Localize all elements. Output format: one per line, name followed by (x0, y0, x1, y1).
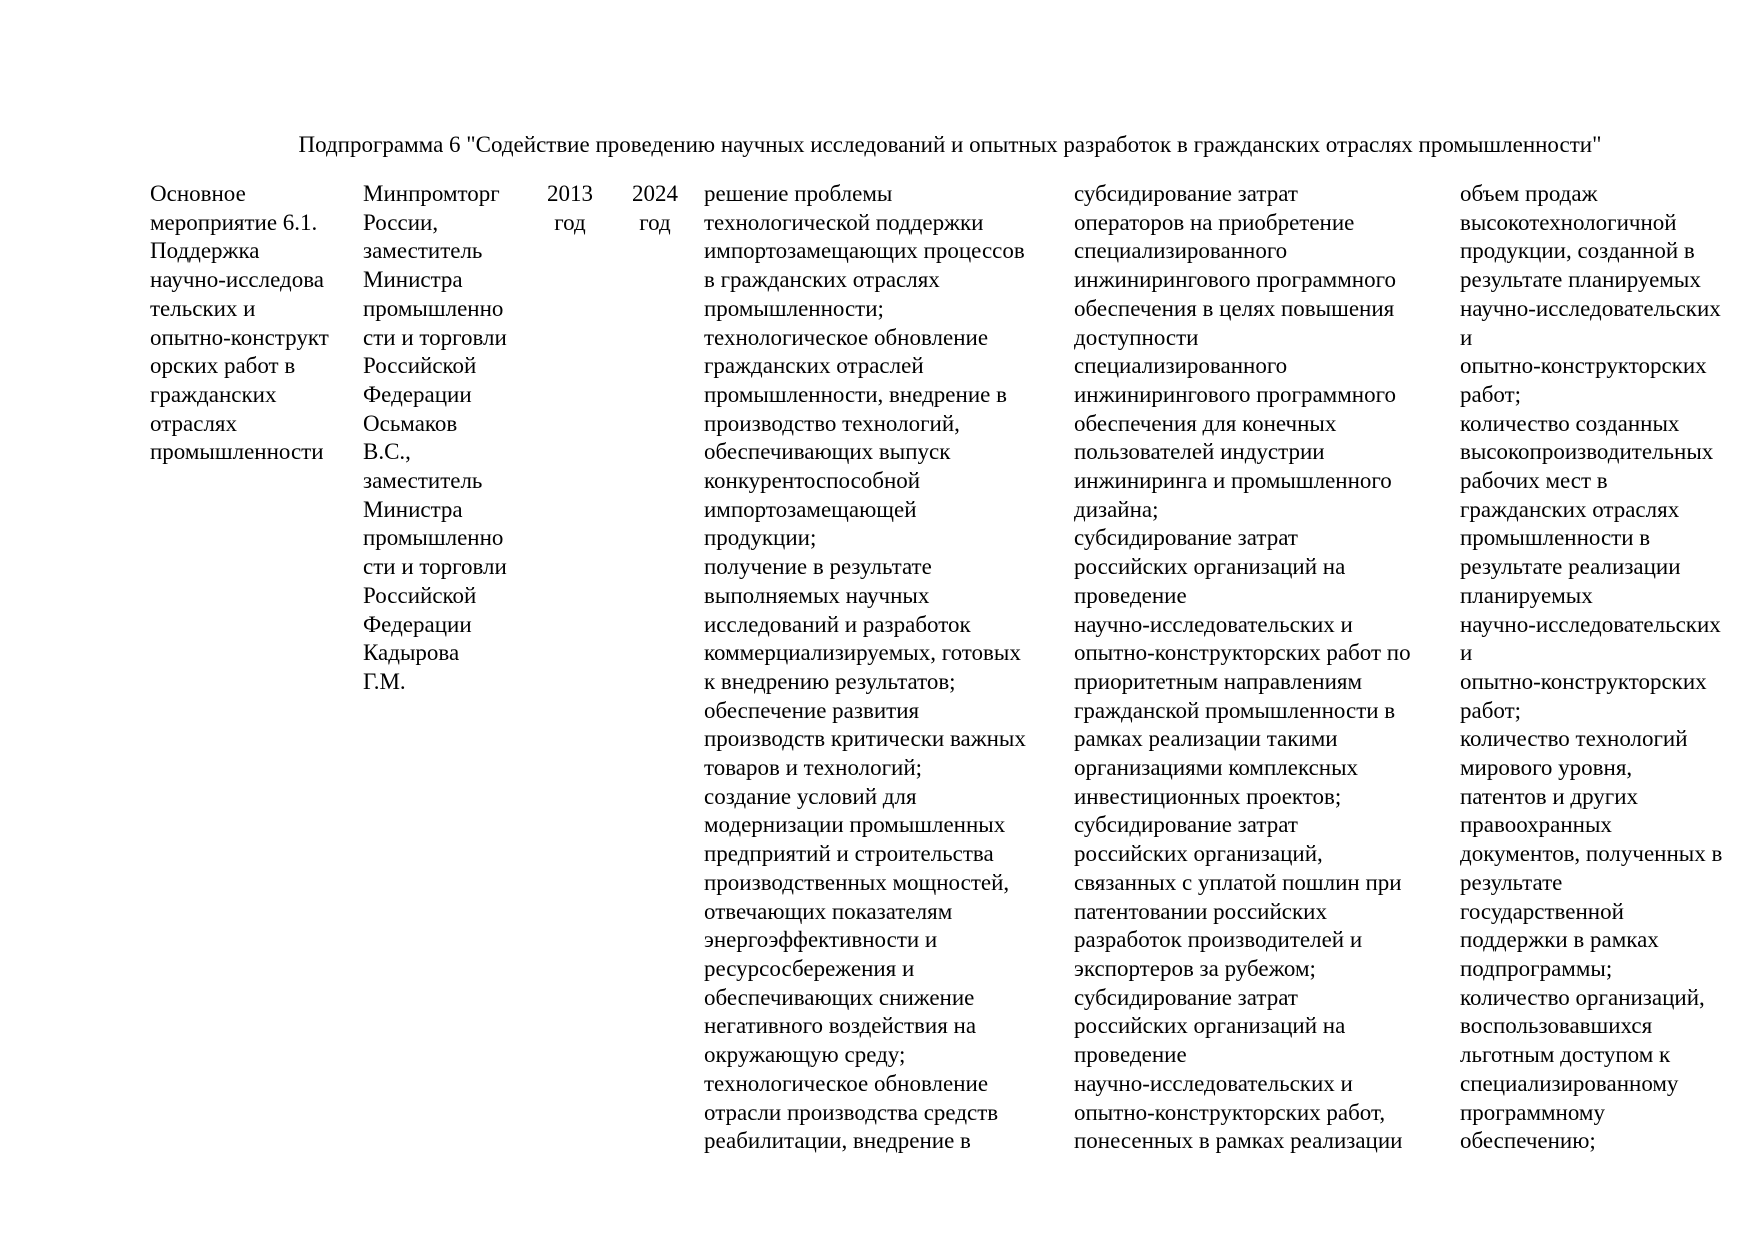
text-line: инвестиционных проектов; (1074, 783, 1342, 809)
text-line: результате реализации (1460, 554, 1681, 580)
text-line: технологическое обновление (704, 1070, 989, 1096)
measure-cell (150, 180, 350, 467)
text-line: патентов и других (1460, 783, 1639, 809)
text-line: гражданской промышленности в (1074, 697, 1396, 723)
text-line: научно-исследовательских и (1074, 1070, 1353, 1096)
text-line: субсидирование затрат (1074, 525, 1298, 551)
text-line: количество организаций, (1460, 984, 1705, 1010)
text-line: планируемых (1460, 582, 1593, 608)
text-line: производств критически важных (704, 726, 1026, 752)
text-line: заместитель (363, 238, 483, 264)
text-line: Кадырова (363, 640, 460, 666)
text-line: модернизации промышленных (704, 812, 1006, 838)
text-line: документов, полученных в (1460, 841, 1723, 867)
text-line: опытно-конструкт (150, 324, 329, 350)
text-line: продукции, созданной в (1460, 238, 1695, 264)
text-line: специализированного (1074, 353, 1288, 379)
text-line: результате (1460, 869, 1563, 895)
text-line: Министра (363, 496, 463, 522)
text-line: создание условий для (704, 783, 917, 809)
text-line: промышленности; (704, 295, 884, 321)
text-line: России, (363, 209, 439, 235)
text-line: связанных с уплатой пошлин при (1074, 869, 1402, 895)
text-line: поддержки в рамках (1460, 927, 1659, 953)
text-line: субсидирование затрат (1074, 812, 1298, 838)
text-line: опытно-конструкторских (1460, 668, 1707, 694)
text-line: В.С., (363, 439, 411, 465)
text-line: проведение (1074, 1042, 1187, 1068)
text-line: операторов на приобретение (1074, 209, 1355, 235)
text-line: и (1460, 324, 1473, 350)
text-line: воспользовавшихся (1460, 1013, 1653, 1039)
text-line: энергоэффективности и (704, 927, 938, 953)
text-line: патентовании российских (1074, 898, 1327, 924)
text-line: в гражданских отраслях (704, 267, 940, 293)
text-line: понесенных в рамках реализации (1074, 1128, 1403, 1154)
text-line: год (554, 209, 586, 235)
text-line: Федерации (363, 381, 472, 407)
text-line: количество технологий (1460, 726, 1688, 752)
text-line: Минпромторг (363, 181, 500, 206)
text-line: научно-исследовательских (1460, 295, 1721, 321)
text-line: обеспечивающих выпуск (704, 439, 951, 465)
text-line: мероприятие 6.1. (150, 209, 318, 235)
text-line: обеспечение развития (704, 697, 920, 723)
executor-cell (363, 180, 533, 697)
text-line: промышленно (363, 295, 504, 321)
text-line: получение в результате (704, 554, 932, 580)
text-line: государственной (1460, 898, 1624, 924)
text-line: заместитель (363, 468, 483, 494)
subprogram-title: Подпрограмма 6 "Содействие проведению научных исследований и опытных разработок в гражданских отраслях промышленности" (298, 132, 1602, 157)
end-year-cell (624, 180, 686, 237)
text-line: к внедрению результатов; (704, 668, 956, 694)
text-line: правоохранных (1460, 812, 1612, 838)
text-line: отраслях (150, 410, 238, 436)
text-line: гражданских (150, 381, 277, 407)
expected-result-cell (704, 180, 1064, 1156)
text-line: льготным доступом к (1460, 1042, 1671, 1068)
text-line: экспортеров за рубежом; (1074, 955, 1316, 981)
text-line: программному (1460, 1099, 1605, 1125)
text-line: приоритетным направлениям (1074, 668, 1363, 694)
text-line: российских организаций, (1074, 841, 1323, 867)
text-line: продукции; (704, 525, 817, 551)
text-line: Основное (150, 181, 246, 206)
text-line: промышленности, внедрение в (704, 381, 1007, 407)
text-line: рамках реализации такими (1074, 726, 1338, 752)
text-line: российских организаций на (1074, 1013, 1346, 1039)
text-line: Российской (363, 582, 477, 608)
text-line: научно-исследовательских (1460, 611, 1721, 637)
text-line: импортозамещающих процессов (704, 238, 1025, 264)
text-line: российских организаций на (1074, 554, 1346, 580)
text-line: 2024 (632, 181, 678, 206)
text-line: решение проблемы (704, 181, 893, 206)
text-line: объем продаж (1460, 181, 1598, 206)
text-line: инжиниринга и промышленного (1074, 468, 1392, 494)
text-line: Г.М. (363, 668, 406, 694)
text-line: технологической поддержки (704, 209, 984, 235)
text-line: производственных мощностей, (704, 869, 1010, 895)
text-line: промышленности (150, 439, 324, 465)
text-line: товаров и технологий; (704, 755, 923, 781)
text-line: научно-исследовательских и (1074, 611, 1353, 637)
text-line: ресурсосбережения и (704, 955, 915, 981)
text-line: проведение (1074, 582, 1187, 608)
text-line: инжинирингового программного (1074, 381, 1396, 407)
text-line: год (639, 209, 671, 235)
text-line: подпрограммы; (1460, 955, 1613, 981)
indicators-cell (1460, 180, 1750, 1156)
main-activities-cell (1074, 180, 1454, 1156)
text-line: рабочих мест в (1460, 468, 1608, 494)
text-line: реабилитации, внедрение в (704, 1128, 971, 1154)
text-line: научно-исследова (150, 267, 324, 293)
text-line: мирового уровня, (1460, 755, 1633, 781)
text-line: промышленно (363, 525, 504, 551)
text-line: выполняемых научных (704, 582, 930, 608)
text-line: коммерциализируемых, готовых (704, 640, 1021, 666)
text-line: результате планируемых (1460, 267, 1701, 293)
text-line: специализированного (1074, 238, 1288, 264)
text-line: опытно-конструкторских работ по (1074, 640, 1411, 666)
text-line: дизайна; (1074, 496, 1159, 522)
text-line: Федерации (363, 611, 472, 637)
text-line: специализированному (1460, 1070, 1679, 1096)
text-line: тельских и (150, 295, 256, 321)
text-line: и (1460, 640, 1473, 666)
text-line: отрасли производства средств (704, 1099, 999, 1125)
text-line: пользователей индустрии (1074, 439, 1325, 465)
text-line: инжинирингового программного (1074, 267, 1396, 293)
text-line: отвечающих показателям (704, 898, 953, 924)
text-line: импортозамещающей (704, 496, 917, 522)
text-line: высокопроизводительных (1460, 439, 1714, 465)
text-line: гражданских отраслях (1460, 496, 1680, 522)
text-line: орских работ в (150, 353, 296, 379)
text-line: сти и торговли (363, 554, 507, 580)
text-line: обеспечения для конечных (1074, 410, 1337, 436)
text-line: Российской (363, 353, 477, 379)
text-line: промышленности в (1460, 525, 1651, 551)
text-line: сти и торговли (363, 324, 507, 350)
text-line: субсидирование затрат (1074, 984, 1298, 1010)
text-line: Министра (363, 267, 463, 293)
text-line: обеспечения в целях повышения (1074, 295, 1395, 321)
text-line: обеспечению; (1460, 1128, 1596, 1154)
text-line: разработок производителей и (1074, 927, 1363, 953)
text-line: Осьмаков (363, 410, 458, 436)
text-line: организациями комплексных (1074, 755, 1359, 781)
text-line: количество созданных (1460, 410, 1680, 436)
text-line: негативного воздействия на (704, 1013, 977, 1039)
text-line: субсидирование затрат (1074, 181, 1298, 206)
text-line: опытно-конструкторских работ, (1074, 1099, 1386, 1125)
text-line: доступности (1074, 324, 1199, 350)
text-line: окружающую среду; (704, 1042, 906, 1068)
text-line: обеспечивающих снижение (704, 984, 975, 1010)
text-line: Поддержка (150, 238, 260, 264)
text-line: технологическое обновление (704, 324, 989, 350)
text-line: гражданских отраслей (704, 353, 924, 379)
text-line: производство технологий, (704, 410, 960, 436)
text-line: предприятий и строительства (704, 841, 994, 867)
text-line: 2013 (547, 181, 593, 206)
text-line: работ; (1460, 381, 1522, 407)
text-line: опытно-конструкторских (1460, 353, 1707, 379)
text-line: конкурентоспособной (704, 468, 921, 494)
text-line: работ; (1460, 697, 1522, 723)
text-line: исследований и разработок (704, 611, 971, 637)
start-year-cell (540, 180, 600, 237)
text-line: высокотехнологичной (1460, 209, 1677, 235)
